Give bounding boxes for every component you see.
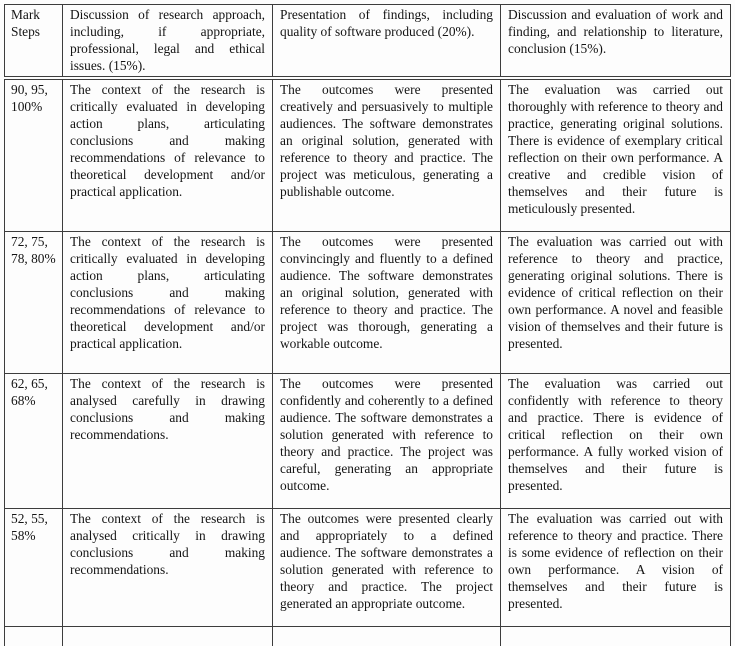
table-row (5, 78, 731, 231)
discussion-cell: The context of the research is analysed critically in drawing conclusions and making recommendations. (63, 508, 273, 626)
evaluation-cell (501, 626, 731, 646)
discussion-cell: The context of the research is critically evaluated in developing action plans, articulating conclusions and making recommendations of relevance to theoretical development and/or practical application. (63, 231, 273, 373)
table-header-row (5, 5, 731, 79)
table-row-partial-cutoff (5, 626, 731, 646)
presentation-cell: The outcomes were presented creatively and persuasively to multiple audiences. The software demonstrates an original solution, generated with reference to theory and practice. The project was meticulous, generating a publishable outcome. (273, 78, 501, 231)
column-header-discussion: Discussion of research approach, including, if appropriate, professional, legal and ethical issues. (15%). (63, 5, 273, 79)
evaluation-cell: The evaluation was carried out with reference to theory and practice, generating original solutions. There is evidence of critical reflection on their own performance. A novel and feasible vision of themselves and their future is presented. (501, 231, 731, 373)
discussion-cell: The context of the research is critically evaluated in developing action plans, articulating conclusions and making recommendations of relevance to theoretical development and/or practical application. (63, 78, 273, 231)
mark-cell: 52, 55, 58% (5, 508, 63, 626)
marking-rubric-table (4, 4, 731, 646)
evaluation-cell: The evaluation was carried out thoroughly with reference to theory and practice, generating original solutions. There is evidence of exemplary critical reflection on their own performance. A creative and credible vision of themselves and their future is meticulously presented. (501, 78, 731, 231)
column-header-evaluation: Discussion and evaluation of work and finding, and relationship to literature, conclusion (15%). (501, 5, 731, 79)
table-row (5, 231, 731, 373)
column-header-mark-steps: Mark Steps (5, 5, 63, 79)
presentation-cell: The outcomes were presented clearly and appropriately to a defined audience. The software demonstrates a solution generated with reference to theory and practice. The project generated an appropriate outcome. (273, 508, 501, 626)
presentation-cell (273, 626, 501, 646)
presentation-cell: The outcomes were presented convincingly and fluently to a defined audience. The software demonstrates an original solution, generated with reference to theory and practice. The project was thorough, generating a workable outcome. (273, 231, 501, 373)
discussion-cell: The context of the research is analysed carefully in drawing conclusions and making recommendations. (63, 373, 273, 508)
mark-cell (5, 626, 63, 646)
column-header-presentation: Presentation of findings, including quality of software produced (20%). (273, 5, 501, 79)
presentation-cell: The outcomes were presented confidently and coherently to a defined audience. The software demonstrates a solution generated with reference to theory and practice. The project was careful, generating an appropriate outcome. (273, 373, 501, 508)
table-row (5, 373, 731, 508)
mark-cell: 72, 75, 78, 80% (5, 231, 63, 373)
mark-cell: 90, 95, 100% (5, 78, 63, 231)
table-row (5, 508, 731, 626)
evaluation-cell: The evaluation was carried out confidently with reference to theory and practice. There is evidence of critical reflection on their own performance. A fully worked vision of themselves and their future is presented. (501, 373, 731, 508)
mark-cell: 62, 65, 68% (5, 373, 63, 508)
discussion-cell (63, 626, 273, 646)
evaluation-cell: The evaluation was carried out with reference to theory and practice. There is some evidence of reflection on their own performance. A vision of themselves and their future is presented. (501, 508, 731, 626)
